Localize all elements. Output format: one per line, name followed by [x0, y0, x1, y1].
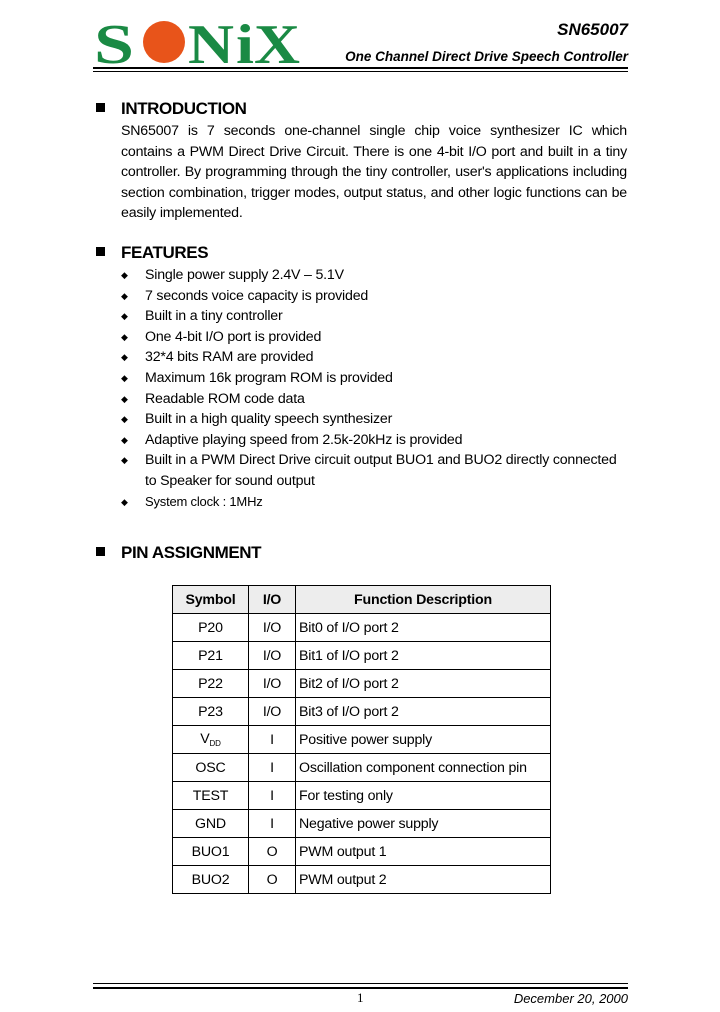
part-number: SN65007: [557, 20, 628, 39]
features-heading: FEATURES: [96, 243, 208, 263]
pin-assignment-heading: PIN ASSIGNMENT: [96, 543, 261, 563]
pin-description: Bit3 of I/O port 2: [296, 698, 551, 726]
pin-io: I/O: [249, 642, 296, 670]
feature-item: ◆ Built in a high quality speech synthesizer: [121, 409, 627, 430]
header-rule-thin: [93, 71, 628, 72]
diamond-bullet-icon: ◆: [121, 331, 128, 342]
pin-description: Bit2 of I/O port 2: [296, 670, 551, 698]
pin-symbol: BUO2: [173, 866, 249, 894]
table-row: [173, 754, 551, 782]
feature-item: ◆ Maximum 16k program ROM is provided: [121, 368, 627, 389]
diamond-bullet-icon: ◆: [121, 414, 128, 425]
diamond-bullet-icon: ◆: [121, 270, 128, 280]
svg-text:S: S: [94, 17, 134, 65]
pin-io: I/O: [249, 698, 296, 726]
pin-io: O: [249, 838, 296, 866]
diamond-bullet-icon: ◆: [121, 455, 128, 466]
pin-io: I/O: [249, 670, 296, 698]
table-row: [173, 670, 551, 698]
table-row: [173, 614, 551, 642]
diamond-bullet-icon: ◆: [121, 434, 128, 445]
table-row: [173, 866, 551, 894]
pin-description: Oscillation component connection pin: [296, 754, 551, 782]
pin-io: I: [249, 754, 296, 782]
pin-symbol: $V_{DD}$: [173, 726, 249, 754]
pin-description: Negative power supply: [296, 810, 551, 838]
pin-symbol: GND: [173, 810, 249, 838]
pin-description: Bit0 of I/O port 2: [296, 614, 551, 642]
document-subtitle: One Channel Direct Drive Speech Controller: [345, 49, 628, 64]
feature-item: ◆ System clock : 1MHz: [121, 492, 627, 513]
features-list: [121, 265, 627, 512]
feature-item: ◆ 32*4 bits RAM are provided: [121, 347, 627, 368]
svg-text:i: i: [236, 17, 254, 65]
header-rule: [93, 67, 628, 69]
feature-item: ◆ Built in a PWM Direct Drive circuit output BUO1 and BUO2 directly connected to Speaker for sound output: [121, 452, 617, 489]
section-bullet-icon: [96, 547, 105, 556]
pin-assignment-table: [172, 585, 551, 894]
svg-text:X: X: [254, 17, 300, 65]
pin-io: I/O: [249, 614, 296, 642]
pin-description: PWM output 1: [296, 838, 551, 866]
introduction-body: SN65007 is 7 seconds one-channel single chip voice synthesizer IC which contains a PWM Direct Drive Circuit. There is one 4-bit I/O port and built in a tiny controller. By programming through the tiny controller, user's applications including section combination, trigger modes, output status, and other logic functions can be easily implemented.: [121, 123, 627, 222]
pin-symbol: P20: [173, 614, 249, 642]
table-row: [173, 782, 551, 810]
document-date: December 20, 2000: [513, 991, 628, 1006]
diamond-bullet-icon: ◆: [121, 311, 128, 322]
pin-symbol: TEST: [173, 782, 249, 810]
svg-text:N: N: [188, 17, 234, 65]
table-header-row: [173, 586, 551, 614]
table-row: [173, 838, 551, 866]
section-bullet-icon: [96, 103, 105, 112]
feature-item: ◆ Single power supply 2.4V – 5.1V: [121, 265, 627, 286]
diamond-bullet-icon: ◆: [121, 352, 128, 363]
feature-item: ◆ One 4-bit I/O port is provided: [121, 327, 627, 348]
column-header-symbol: Symbol: [173, 586, 249, 614]
pin-io: I: [249, 810, 296, 838]
feature-item: ◆ 7 seconds voice capacity is provided: [121, 286, 627, 307]
pin-description: For testing only: [296, 782, 551, 810]
pin-io: O: [249, 866, 296, 894]
footer-rule: [93, 987, 628, 989]
table-row: [173, 810, 551, 838]
table-row: [173, 698, 551, 726]
pin-symbol: P21: [173, 642, 249, 670]
pin-symbol: BUO1: [173, 838, 249, 866]
pin-description: Positive power supply: [296, 726, 551, 754]
footer-rule-thin: [93, 983, 628, 984]
table-row: [173, 642, 551, 670]
introduction-heading: INTRODUCTION: [96, 99, 247, 119]
feature-item: ◆ Built in a tiny controller: [121, 306, 627, 327]
sonix-logo: [94, 17, 300, 65]
diamond-bullet-icon: ◆: [121, 372, 128, 383]
diamond-bullet-icon: ◆: [121, 496, 128, 507]
pin-description: Bit1 of I/O port 2: [296, 642, 551, 670]
pin-symbol: P22: [173, 670, 249, 698]
page-number: 1: [357, 990, 364, 1005]
diamond-bullet-icon: ◆: [121, 393, 128, 404]
column-header-io: I/O: [249, 586, 296, 614]
diamond-bullet-icon: ◆: [121, 290, 128, 301]
pin-io: I: [249, 726, 296, 754]
feature-item: ◆ Readable ROM code data: [121, 389, 627, 410]
column-header-function: Function Description: [296, 586, 551, 614]
pin-description: PWM output 2: [296, 866, 551, 894]
pin-io: I: [249, 782, 296, 810]
pin-symbol: P23: [173, 698, 249, 726]
feature-item: ◆ Adaptive playing speed from 2.5k-20kHz is provided: [121, 430, 627, 451]
section-bullet-icon: [96, 247, 105, 256]
table-row: [173, 726, 551, 754]
pin-symbol: OSC: [173, 754, 249, 782]
